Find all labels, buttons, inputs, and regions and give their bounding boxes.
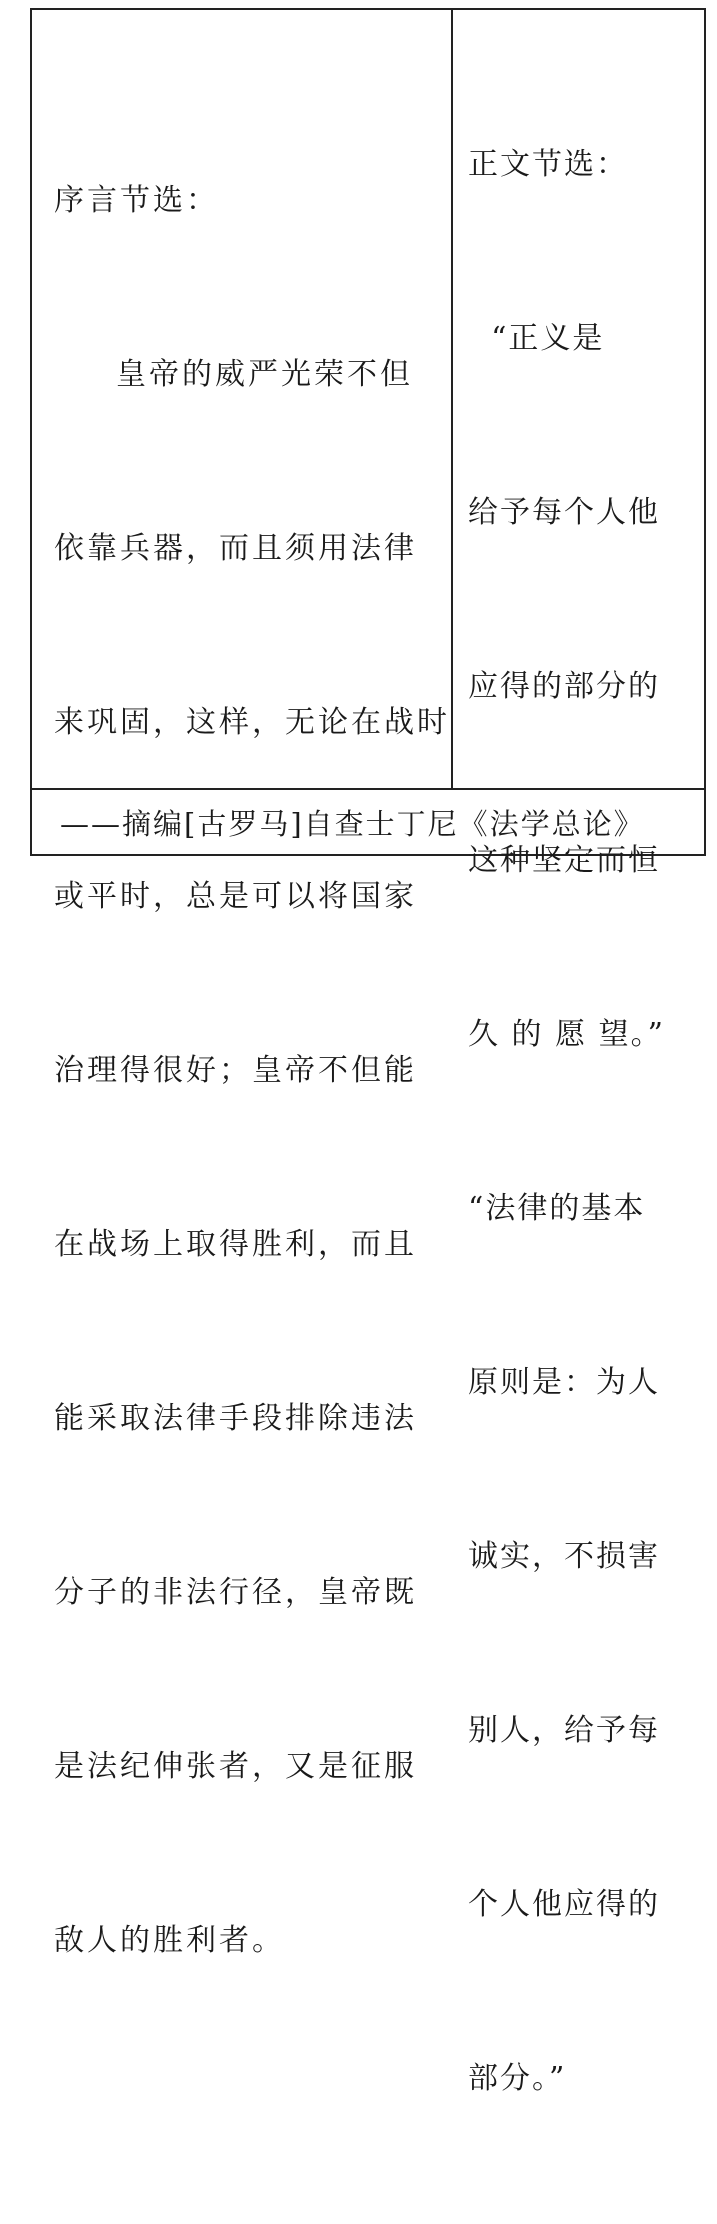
main-text-line: 给予每个人他: [468, 495, 660, 530]
main-text-line: 诚实，不损害: [468, 1539, 660, 1574]
preface-line: 是法纪伸张者，又是征服: [54, 1749, 417, 1784]
main-text-line: 部分。”: [468, 2061, 567, 2096]
main-text-heading: 正文节选：: [468, 147, 628, 182]
preface-line: 敌人的胜利者。: [54, 1923, 285, 1958]
preface-line: 分子的非法行径，皇帝既: [54, 1575, 417, 1610]
preface-line: 皇帝的威严光荣不但: [116, 357, 413, 392]
main-text-line: 久 的 愿 望。”: [468, 1017, 665, 1052]
preface-line: 能采取法律手段排除违法: [54, 1401, 417, 1436]
preface-line: 或平时，总是可以将国家: [54, 879, 417, 914]
quote-frame: [30, 8, 706, 2096]
main-text-line: 应得的部分的: [468, 669, 660, 704]
main-text-line: 别人，给予每: [468, 1713, 660, 1748]
preface-line: 依靠兵器，而且须用法律: [54, 531, 417, 566]
main-text-line: 这种坚定而恒: [468, 843, 660, 878]
main-text-line: “正义是: [468, 321, 605, 356]
source-citation: ——摘编[古罗马]自查士丁尼《法学总论》: [60, 807, 645, 841]
preface-line: 在战场上取得胜利，而且: [54, 1227, 417, 1262]
preface-line: 治理得很好；皇帝不但能: [54, 1053, 417, 1088]
main-text-line: “法律的基本: [468, 1191, 646, 1226]
preface-line: 来巩固，这样，无论在战时: [54, 705, 450, 740]
main-text-line: 个人他应得的: [468, 1887, 660, 1922]
main-text-column: [468, 20, 665, 2224]
preface-heading: 序言节选：: [54, 183, 219, 218]
column-divider: [451, 10, 453, 788]
main-text-line: 原则是：为人: [468, 1365, 660, 1400]
preface-column: [54, 56, 450, 2086]
